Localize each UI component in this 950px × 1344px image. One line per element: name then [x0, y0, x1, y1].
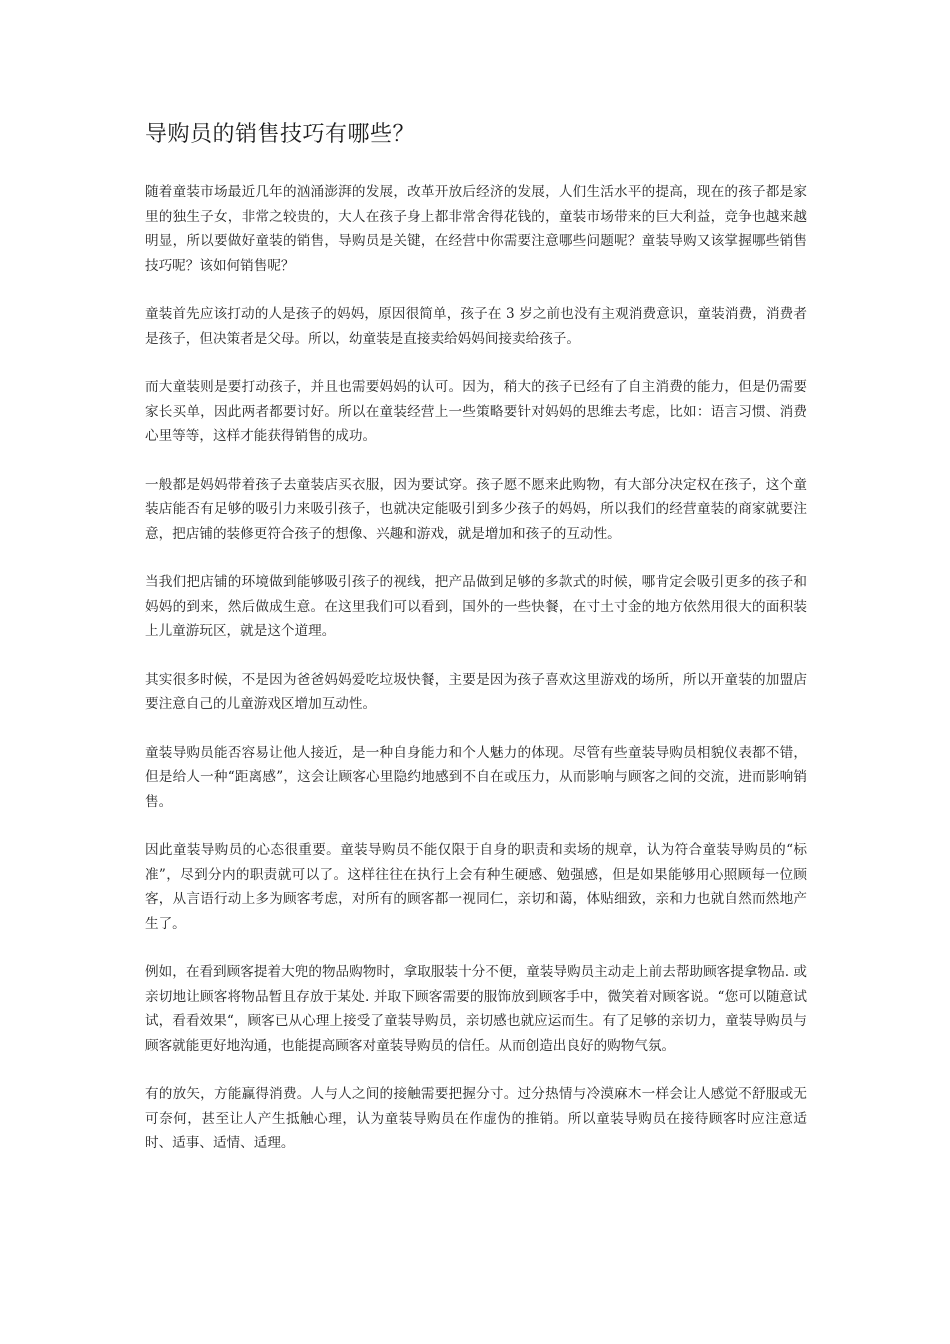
paragraph-4: 一般都是妈妈带着孩子去童装店买衣服，因为要试穿。孩子愿不愿来此购物，有大部分决定权在孩子，这个童装店能否有足够的吸引力来吸引孩子，也就决定能吸引到多少孩子的妈妈，所以我们的经营童装的商家就要注意，把店铺的装修更符合孩子的想像、兴趣和游戏，就是增加和孩子的互动性。 [145, 476, 807, 542]
paragraph-3: 而大童装则是要打动孩子，并且也需要妈妈的认可。因为，稍大的孩子已经有了自主消费的能力，但是仍需要家长买单，因此两者都要讨好。所以在童装经营上一些策略要针对妈妈的思维去考虑，比如：语言习惯、消费心里等等，这样才能获得销售的成功。 [145, 379, 807, 444]
document-title: 导购员的销售技巧有哪些？ [145, 122, 416, 147]
paragraph-8: 因此童装导购员的心态很重要。童装导购员不能仅限于自身的职责和卖场的规章，认为符合童装导购员的“标准”，尽到分内的职责就可以了。这样往往在执行上会有种生硬感、勉强感，但是如果能够用心照顾每一位顾客，从言语行动上多为顾客考虑，对所有的顾客都一视同仁，亲切和蔼，体贴细致，亲和力也就自然而然地产生了。 [145, 842, 807, 932]
paragraph-10: 有的放矢，方能赢得消费。人与人之间的接触需要把握分寸。过分热情与冷漠麻木一样会让人感觉不舒服或无可奈何，甚至让人产生抵触心理，认为童装导购员在作虚伪的推销。所以童装导购员在接待顾客时应注意适时、适事、适情、适理。 [145, 1086, 807, 1151]
paragraph-2: 童装首先应该打动的人是孩子的妈妈，原因很简单，孩子在 3 岁之前也没有主观消费意识，童装消费，消费者是孩子，但决策者是父母。所以，幼童装是直接卖给妈妈间接卖给孩子。 [145, 306, 807, 347]
paragraph-9: 例如，在看到顾客提着大兜的物品购物时，拿取服装十分不便，童装导购员主动走上前去帮助顾客提拿物品. 或亲切地让顾客将物品暂且存放于某处. 并取下顾客需要的服饰放到顾客手中，微笑着对顾客说。“您可以随意试试，看看效果“，顾客已从心理上接受了童装导购员，亲切感也就应运而生。有了足够的亲切力，童装导购员与顾客就能更好地沟通，也能提高顾客对童装导购员的信任。从而创造出良好的购物气氛。 [145, 964, 807, 1054]
paragraph-7: 童装导购员能否容易让他人接近，是一种自身能力和个人魅力的体现。尽管有些童装导购员相貌仪表都不错，但是给人一种“距离感”，这会让顾客心里隐约地感到不自在或压力，从而影响与顾客之间的交流，进而影响销售。 [145, 744, 807, 810]
document-page [145, 120, 807, 1180]
paragraph-5: 当我们把店铺的环境做到能够吸引孩子的视线，把产品做到足够的多款式的时候，哪肯定会吸引更多的孩子和妈妈的到来，然后做成生意。在这里我们可以看到，国外的一些快餐，在寸土寸金的地方依然用很大的面积装上儿童游玩区，就是这个道理。 [145, 574, 807, 639]
paragraph-1: 随着童装市场最近几年的汹涌澎湃的发展，改革开放后经济的发展，人们生活水平的提高，现在的孩子都是家里的独生子女，非常之较贵的，大人在孩子身上都非常舍得花钱的，童装市场带来的巨大利益，竞争也越来越明显，所以要做好童装的销售，导购员是关键，在经营中你需要注意哪些问题呢？童装导购又该掌握哪些销售技巧呢？该如何销售呢？ [145, 184, 807, 274]
paragraph-6: 其实很多时候，不是因为爸爸妈妈爱吃垃圾快餐，主要是因为孩子喜欢这里游戏的场所，所以开童装的加盟店要注意自己的儿童游戏区增加互动性。 [145, 671, 807, 712]
